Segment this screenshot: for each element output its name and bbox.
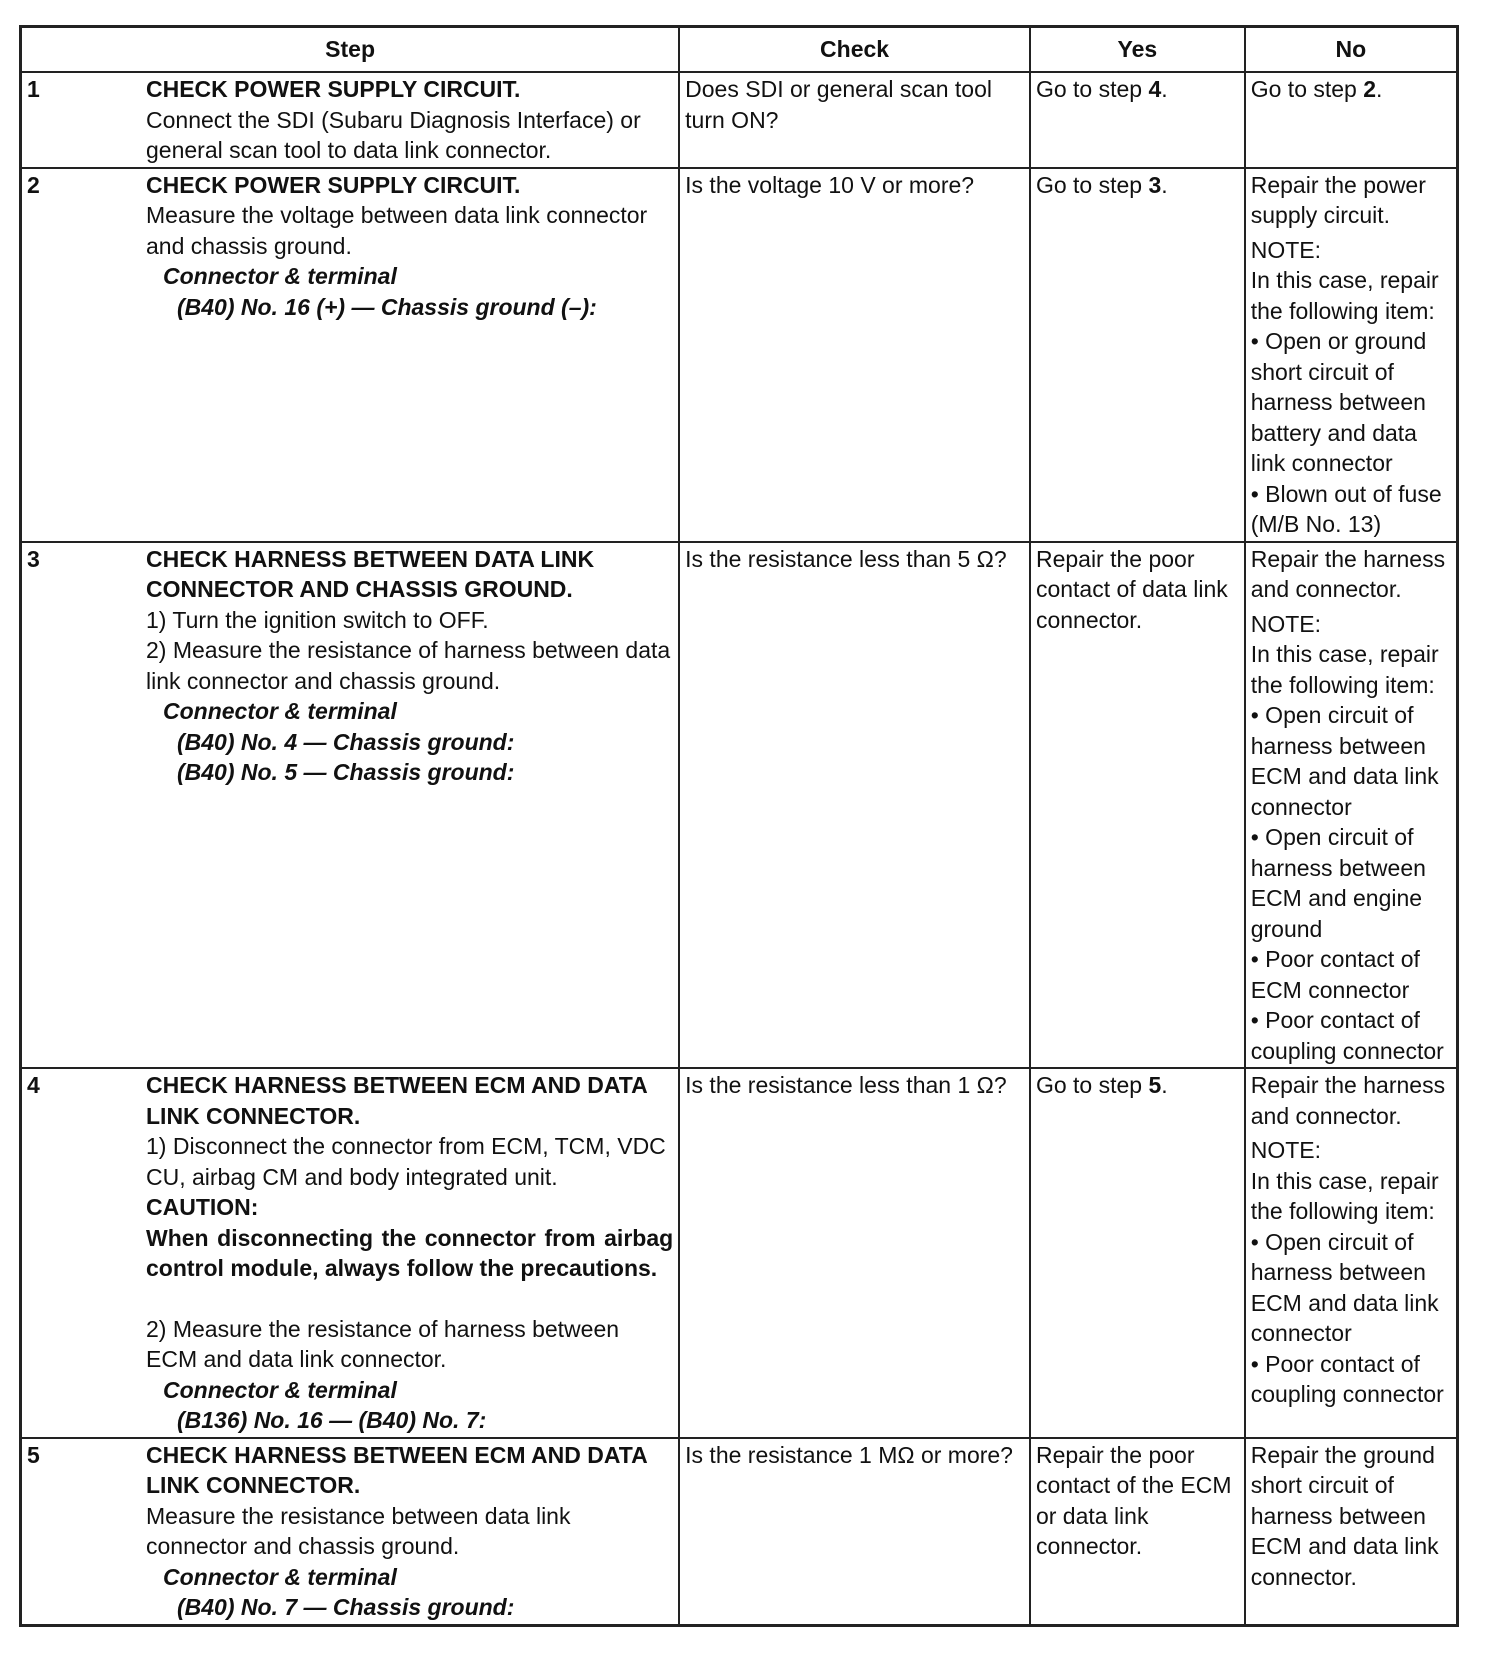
step-description: Measure the resistance between data link connector and chassis ground. <box>146 1502 571 1559</box>
note-bullet: • Poor contact of coupling connector <box>1250 1007 1444 1064</box>
yes-cell <box>1030 72 1245 168</box>
yes-suffix: . <box>1161 171 1168 198</box>
no-suffix: . <box>1376 76 1383 102</box>
note-bullet: • Poor contact of coupling connector <box>1250 1350 1444 1407</box>
yes-step-ref: 4 <box>1148 76 1162 102</box>
header-row <box>21 27 1458 73</box>
step-title: CHECK POWER SUPPLY CIRCUIT. <box>146 76 521 102</box>
no-cell <box>1245 72 1458 168</box>
table-row <box>21 1068 1458 1438</box>
step-description: 2) Measure the resistance of harness between data link connector and chassis ground. <box>146 637 671 694</box>
step-cell <box>21 168 680 542</box>
step-title: CHECK HARNESS BETWEEN ECM AND DATA LINK CONNECTOR. <box>146 1072 647 1129</box>
step-description: Measure the voltage between data link connector and chassis ground. <box>146 202 648 259</box>
step-title: CHECK HARNESS BETWEEN ECM AND DATA LINK CONNECTOR. <box>146 1441 647 1498</box>
no-text: Repair the harness and connector. <box>1250 1072 1446 1129</box>
check-cell: Is the voltage 10 V or more? <box>679 168 1030 542</box>
check-cell: Is the resistance less than 1 Ω? <box>679 1068 1030 1438</box>
note-text: In this case, repair the following item: <box>1250 641 1439 698</box>
connector-terminal-label: Connector & terminal <box>163 1563 397 1590</box>
yes-cell <box>1030 1068 1245 1438</box>
note-text: In this case, repair the following item: <box>1250 267 1439 324</box>
yes-cell: Repair the poor contact of the ECM or data link connector. <box>1030 1438 1245 1626</box>
step-description: 1) Disconnect the connector from ECM, TCM, VDC CU, airbag CM and body integrated unit. <box>146 1133 666 1190</box>
connector-terminal-label: Connector & terminal <box>163 698 397 724</box>
check-cell: Is the resistance less than 5 Ω? <box>679 542 1030 1069</box>
no-cell <box>1245 542 1458 1069</box>
no-step-ref: 2 <box>1363 76 1377 102</box>
step-number: 5 <box>27 1441 40 1468</box>
note-bullet: • Open circuit of harness between ECM and engine ground <box>1250 824 1426 942</box>
no-text: Go to step <box>1250 76 1364 102</box>
yes-step-ref: 3 <box>1148 171 1162 198</box>
step-cell <box>21 1438 680 1626</box>
terminal-spec: (B136) No. 16 — (B40) No. 7: <box>177 1407 487 1433</box>
note-label: NOTE: <box>1250 610 1322 637</box>
yes-cell <box>1030 168 1245 542</box>
no-text: Repair the power supply circuit. <box>1250 171 1426 228</box>
no-text: Repair the harness and connector. <box>1250 545 1446 602</box>
terminal-spec: (B40) No. 16 (+) — Chassis ground (–): <box>177 293 597 320</box>
header-step: Step <box>21 27 680 73</box>
yes-text: Go to step <box>1035 171 1149 198</box>
terminal-spec: (B40) No. 4 — Chassis ground: <box>177 728 515 755</box>
note-bullet: • Poor contact of ECM connector <box>1250 946 1420 1003</box>
step-description: 1) Turn the ignition switch to OFF. <box>146 606 489 633</box>
table-row <box>21 1438 1458 1626</box>
yes-text: Go to step <box>1035 1072 1149 1098</box>
step-number: 1 <box>27 76 40 102</box>
note-bullet: • Open circuit of harness between ECM and data link connector <box>1250 1228 1439 1346</box>
yes-step-ref: 5 <box>1148 1072 1162 1098</box>
step-number: 4 <box>27 1072 40 1098</box>
step-cell <box>21 72 680 168</box>
connector-terminal-label: Connector & terminal <box>163 263 397 289</box>
table-row <box>21 72 1458 168</box>
note-label: NOTE: <box>1250 236 1322 263</box>
terminal-spec: (B40) No. 7 — Chassis ground: <box>177 1594 515 1620</box>
note-bullet: • Open circuit of harness between ECM and data link connector <box>1250 702 1439 820</box>
caution-label: CAUTION: <box>146 1194 259 1220</box>
spacer <box>146 1284 673 1314</box>
terminal-spec: (B40) No. 5 — Chassis ground: <box>177 759 515 785</box>
check-cell: Does SDI or general scan tool turn ON? <box>679 72 1030 168</box>
yes-text: Go to step <box>1035 76 1149 102</box>
note-text: In this case, repair the following item: <box>1250 1167 1439 1224</box>
diagnostic-table <box>19 25 1459 1627</box>
no-cell: Repair the ground short circuit of harness between ECM and data link connector. <box>1245 1438 1458 1626</box>
no-cell <box>1245 168 1458 542</box>
step-cell <box>21 542 680 1069</box>
connector-terminal-label: Connector & terminal <box>163 1376 397 1403</box>
yes-cell: Repair the poor contact of data link connector. <box>1030 542 1245 1069</box>
no-cell <box>1245 1068 1458 1438</box>
table-row <box>21 168 1458 542</box>
step-description: 2) Measure the resistance of harness between ECM and data link connector. <box>146 1315 620 1372</box>
header-check: Check <box>679 27 1030 73</box>
step-number: 3 <box>27 545 40 572</box>
step-description: Connect the SDI (Subaru Diagnosis Interface) or general scan tool to data link connector. <box>146 106 641 163</box>
yes-suffix: . <box>1161 1072 1168 1098</box>
note-bullet: • Open or ground short circuit of harness between battery and data link connector <box>1250 328 1427 476</box>
step-cell <box>21 1068 680 1438</box>
note-label: NOTE: <box>1250 1137 1322 1163</box>
step-title: CHECK HARNESS BETWEEN DATA LINK CONNECTOR AND CHASSIS GROUND. <box>146 545 595 602</box>
table-row <box>21 542 1458 1069</box>
caution-text: When disconnecting the connector from airbag control module, always follow the precautions. <box>146 1224 674 1281</box>
yes-suffix: . <box>1161 76 1168 102</box>
check-cell: Is the resistance 1 MΩ or more? <box>679 1438 1030 1626</box>
note-bullet: • Blown out of fuse (M/B No. 13) <box>1250 480 1442 537</box>
header-no: No <box>1245 27 1458 73</box>
step-title: CHECK POWER SUPPLY CIRCUIT. <box>146 171 521 198</box>
header-yes: Yes <box>1030 27 1245 73</box>
step-number: 2 <box>27 171 40 198</box>
